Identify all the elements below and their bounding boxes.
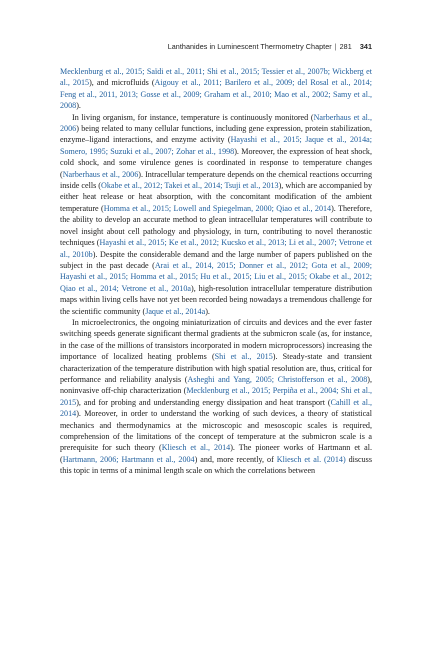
citation-link[interactable]: Kliesch et al., 2014 [161, 443, 231, 453]
citation-link[interactable]: Kliesch et al. (2014) [276, 454, 346, 464]
page-number: 341 [359, 42, 372, 51]
chapter-label: Chapter [305, 42, 332, 51]
body-text-run: ). Therefore, the ability to develop an accurate method to glean intracellular temperatures will contribute to novel insight about cell pathology and physiology, in turn, contributing to novel theranostic techniques ( [60, 203, 372, 248]
citation-link[interactable]: Mecklenburg et al., 2015; Perpiña et al., 2004; Shi et al., 2015 [60, 386, 372, 407]
body-text-run: ). Steady-state and transient characterization of the temperature distribution with high spatial resolution are, thus, critical for performance and reliability analysis ( [60, 352, 372, 384]
citation-link[interactable]: Hartmann, 2006; Hartmann et al., 2004 [62, 454, 195, 464]
body-text-run: ). Intracellular temperature depends on the chemical reactions occurring inside cells ( [60, 169, 372, 191]
body-text-run: ), high-resolution intracellular temperature distribution maps within living cells have not yet been recorded being nowadays a tremendous challenge for the scientific community ( [60, 283, 372, 316]
chapter-number: 281 [339, 42, 352, 51]
body-text-run: ), noninvasive off-chip characterization ( [60, 374, 372, 396]
running-header [168, 42, 372, 51]
body-text-run: ) being related to many cellular functions, including gene expression, protein stabilization, enzyme–ligand interactions, and enzyme activity ( [60, 124, 372, 145]
citation-link[interactable]: Aigouy et al., 2011; Barilero et al., 2009; del Rosal et al., 2014; Feng et al., 2011, 2013; Gosse et al., 2009; Graham et al., 2010; Mao et al., 2002; Samy et al., 2008 [60, 78, 372, 111]
body-text-run: ). The pioneer works of Hartmann et al. ( [60, 443, 372, 464]
citation-link[interactable]: Hayashi et al., 2015; Ke et al., 2012; Kucsko et al., 2013; Li et al., 2007; Vetrone et al., 2010b [60, 238, 372, 259]
body-text-run: ), and microfluids ( [89, 78, 155, 88]
body-text-run: ), which are accompanied by either heat release or heat absorption, with the concomitant modification of the ambient temperature ( [60, 181, 372, 213]
citation-link[interactable]: Asheghi and Yang, 2005; Christofferson et al., 2008 [187, 374, 368, 384]
body-text-run: discuss this topic in terms of a minimal length scale on which the correlations between [60, 454, 372, 476]
body-text-run: In living organism, for instance, temperature is continuously monitored ( [72, 112, 314, 122]
citation-link[interactable]: Jaque et al., 2014a [145, 306, 206, 316]
citation-link[interactable]: Narberhaus et al., 2006 [60, 112, 372, 134]
paragraph [60, 112, 372, 317]
citation-link[interactable]: Hayashi et al., 2015; Jaque et al., 2014a; Somero, 1995; Suzuki et al., 2007; Zohar et al., 1998 [60, 135, 372, 156]
citation-link[interactable]: Homma et al., 2015; Lowell and Spiegelman, 2000; Qiao et al., 2014 [103, 203, 332, 213]
body-text-run: ) and, more recently, of [194, 454, 277, 464]
body-text-run: ). [205, 306, 210, 316]
citation-link[interactable]: Okabe et al., 2012; Takei et al., 2014; Tsuji et al., 2013 [100, 181, 279, 191]
citation-link[interactable]: Cahill et al., 2014 [60, 397, 373, 419]
body-text-run: ). Moreover, the expression of heat shock, cold shock, and some virulence genes is coordinated in response to temperature changes ( [60, 146, 372, 179]
citation-link[interactable]: Arai et al., 2014, 2015; Donner et al., 2012; Gota et al., 2009; Hayashi et al., 2015; Homma et al., 2015; Hu et al., 2015; Liu et al., 2015; Okabe et al., 2012; Qiao et al., 2014; Vetrone et al., 2010a [60, 260, 372, 293]
body-text-run: ), and for probing and understanding energy dissipation and heat transport ( [76, 397, 331, 407]
citation-link[interactable]: Shi et al., 2015 [214, 352, 273, 362]
paragraph [60, 317, 372, 477]
citation-link[interactable]: Narberhaus et al., 2006 [62, 169, 139, 179]
body-text [60, 66, 372, 477]
citation-link[interactable]: Mecklenburg et al., 2015; Saïdi et al., 2011; Shi et al., 2015; Tessier et al., 2007b; Wickberg et al., 2015 [60, 67, 372, 88]
body-text-run: ). Moreover, in order to understand the working of such devices, a theory of statistical mechanics and thermodynamics at the microscopic and mesoscopic scales is required, comprehension of the limitations of the concept of temperature at the submicron scale is a prerequisite for such theory ( [60, 409, 372, 453]
body-text-run: ). Despite the considerable demand and the large number of papers published on the subject in the past decade ( [60, 249, 372, 270]
paragraph [60, 66, 372, 112]
body-text-run: In microelectronics, the ongoing miniaturization of circuits and devices and the ever faster switching speeds generate significant thermal gradients at the submicron scale (as, for instance, in the case of the millions of transistors incorporated in modern microprocessors) increasing the importance of localized heating problems ( [60, 317, 372, 362]
header-separator: | [334, 42, 337, 51]
running-title: Lanthanides in Luminescent Thermometry [167, 42, 304, 51]
body-text-run: ). [76, 101, 81, 111]
